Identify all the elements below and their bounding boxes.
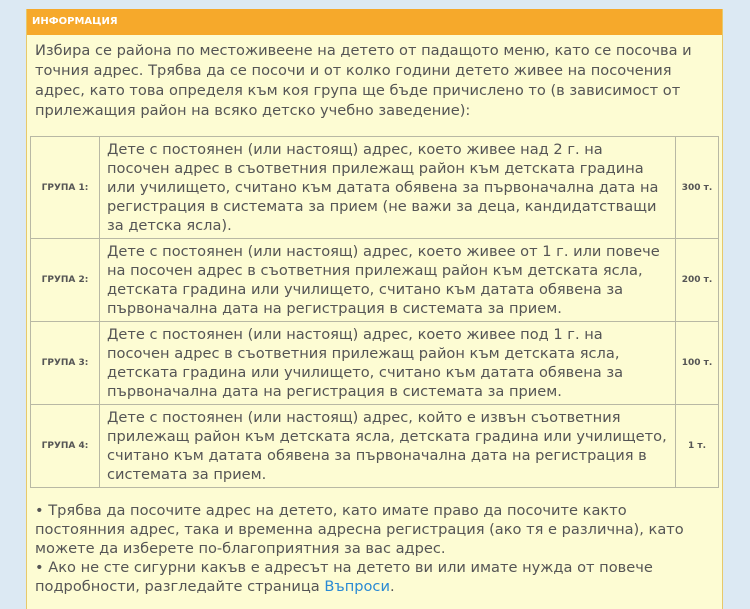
group-points: 300 т. [676,137,719,239]
group-label: ГРУПА 2: [31,239,100,322]
group-points: 200 т. [676,239,719,322]
group-description: Дете с постоянен (или настоящ) адрес, което живее под 1 г. на посочен адрес в съответния прилежащ район към детската ясла, детската градина или училището, считано към датата обявена за първоначална дата на регистрация в системата за прием. [100,322,676,405]
group-label: ГРУПА 1: [31,137,100,239]
questions-link[interactable]: Въпроси [324,578,390,595]
panel-title: ИНФОРМАЦИЯ [27,9,722,35]
table-row [31,137,719,239]
note-address: • Трябва да посочите адрес на детето, като имате право да посочите както постоянния адрес, така и временна адресна регистрация (ако тя е различна), като можете да изберете по-благоприятния за вас адрес. [35,502,684,557]
intro-text: Избира се района по местоживеене на детето от падащото меню, като се посочва и точния адрес. Трябва да се посочи и от колко години детето живее на посочения адрес, като това определя към коя група ще бъде причислено то (в зависимост от прилежащия район на всяко детско учебно заведение): [35,42,692,119]
group-points: 100 т. [676,322,719,405]
table-row [31,322,719,405]
notes [35,501,715,596]
table-row [31,239,719,322]
group-label: ГРУПА 3: [31,322,100,405]
group-description: Дете с постоянен (или настоящ) адрес, което живее от 1 г. или повече на посочен адрес в съответния прилежащ район към детската ясла, детската градина или училището, считано към датата обявена за първоначална дата на регистрация в системата за прием. [100,239,676,322]
group-description: Дете с постоянен (или настоящ) адрес, който е извън съответния прилежащ район към детската ясла, детската градина или училището, считано към датата обявена за първоначална дата на регистрация в системата за прием. [100,405,676,488]
group-points: 1 т. [676,405,719,488]
table-row [31,405,719,488]
groups-table [30,136,719,488]
group-label: ГРУПА 4: [31,405,100,488]
note-questions [35,558,715,596]
note-questions-text: • Ако не сте сигурни какъв е адресът на детето ви или имате нужда от повече подробности, разгледайте страница [35,559,653,595]
note-questions-suffix: . [389,578,395,595]
info-panel [26,9,723,609]
group-description: Дете с постоянен (или настоящ) адрес, което живее над 2 г. на посочен адрес в съответния прилежащ район към детската градина или училището, считано към датата обявена за първоначална дата на регистрация в системата за прием (не важи за деца, кандидатстващи за детска ясла). [100,137,676,239]
